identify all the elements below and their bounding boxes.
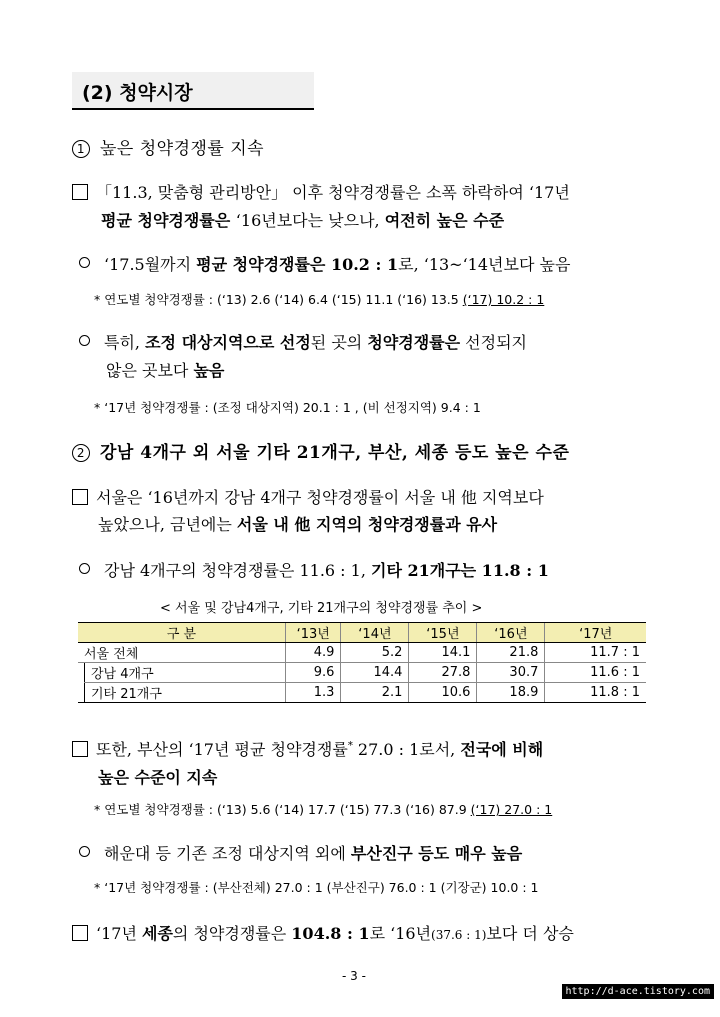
b2-line2-b: 높음: [193, 361, 225, 380]
b2-e: 선정되지: [460, 333, 528, 352]
table-cell: 10.6: [409, 683, 477, 703]
circle-bullet-icon: [79, 846, 90, 857]
asterisk-icon: *: [94, 400, 105, 415]
table-cell: 1.3: [285, 683, 340, 703]
table-cell: 11.6 : 1: [545, 663, 646, 683]
bullet-3: [79, 558, 549, 581]
paragraph-2-text: 서울은 ‘16년까지 강남 4개구 청약경쟁률이 서울 내 他 지역보다: [96, 488, 544, 507]
p3-b: 27.0 : 1로서,: [352, 740, 461, 759]
asterisk-icon: *: [94, 880, 105, 895]
table-row: [78, 683, 646, 703]
table-cell: 2.1: [341, 683, 409, 703]
note-4: [94, 878, 538, 896]
b1-bold: 평균 청약경쟁률은 10.2 : 1: [196, 255, 399, 274]
circle-bullet-icon: [79, 335, 90, 346]
table-row: [78, 643, 646, 663]
data-table: [78, 622, 646, 703]
watermark: http://d-ace.tistory.com: [562, 984, 715, 999]
row-label: 강남 4개구: [85, 663, 286, 683]
table-cell: 30.7: [477, 663, 545, 683]
table-cell: 11.7 : 1: [545, 643, 646, 663]
table-row: [78, 663, 646, 683]
paragraph-1-line1: [72, 180, 570, 203]
p4-bold2: 104.8 : 1: [291, 924, 370, 943]
section-title-box: [72, 72, 314, 110]
paragraph-3-line1: [72, 737, 543, 760]
note-3: [94, 800, 552, 818]
table-cell: 4.9: [285, 643, 340, 663]
heading-2: [72, 438, 569, 463]
heading-1-text: 높은 청약경쟁률 지속: [100, 139, 265, 159]
asterisk-icon: *: [94, 802, 105, 817]
b2-line2-a: 않은 곳보다: [106, 361, 194, 380]
p4-post: 로 ‘16년: [369, 924, 432, 943]
note-1: [94, 290, 544, 308]
table-cell: 11.8 : 1: [545, 683, 646, 703]
paragraph-4: [72, 921, 574, 944]
p4-pre: ‘17년: [96, 924, 142, 943]
p1-bold-c: 여전히 높은 수준: [384, 211, 505, 230]
table-cell: 27.8: [409, 663, 477, 683]
b2-c: 된 곳의: [310, 333, 368, 352]
table-caption: < 서울 및 강남4개구, 기타 21개구의 청약경쟁률 추이 >: [160, 601, 483, 616]
p2-bold: 서울 내 他 지역의 청약경쟁률과 유사: [236, 515, 498, 534]
b1-pre: ‘17.5월까지: [104, 255, 197, 274]
circle-bullet-icon: [79, 257, 90, 268]
row-label: 서울 전체: [78, 643, 285, 663]
paragraph-2-line1: [72, 485, 544, 508]
table-cell: 14.4: [341, 663, 409, 683]
header-2017: ‘17년: [545, 623, 646, 643]
header-2016: ‘16년: [477, 623, 545, 643]
circle-bullet-icon: [79, 563, 90, 574]
table-header-row: [78, 623, 646, 643]
p1-normal: ‘16년보다는 낮으나,: [235, 211, 385, 230]
square-bullet-icon: [72, 741, 88, 757]
note-3-underlined: (‘17) 27.0 : 1: [470, 802, 553, 817]
p1-bold-a: 평균 청약경쟁률은: [101, 211, 236, 230]
note-4-text: ‘17년 청약경쟁률 : (부산전체) 27.0 : 1 (부산진구) 76.0 : 1 (기장군) 10.0 : 1: [104, 880, 539, 895]
p4-bold1: 세종: [142, 924, 173, 943]
asterisk-icon: *: [94, 292, 105, 307]
p3-c: 전국에 비해: [460, 740, 544, 759]
table-cell: 21.8: [477, 643, 545, 663]
b4-bold: 부산진구 등도 매우 높음: [350, 844, 523, 863]
circled-number-2: 2: [72, 444, 90, 462]
row-label: 기타 21개구: [85, 683, 286, 703]
table-cell: 9.6: [285, 663, 340, 683]
square-bullet-icon: [72, 489, 88, 505]
note-1-underlined: (‘17) 10.2 : 1: [462, 292, 545, 307]
note-2-text: ‘17년 청약경쟁률 : (조정 대상지역) 20.1 : 1 , (비 선정지역) 9.4 : 1: [104, 400, 481, 415]
bullet-4: [79, 841, 522, 864]
header-2013: ‘13년: [285, 623, 340, 643]
b2-b: 조정 대상지역으로 선정: [145, 333, 311, 352]
header-2015: ‘15년: [409, 623, 477, 643]
note-2: [94, 398, 481, 416]
b2-d: 청약경쟁률은: [367, 333, 461, 352]
bullet-2-line2: [106, 358, 224, 381]
b2-a: 특히,: [104, 333, 146, 352]
note-3-text: 연도별 청약경쟁률 : (‘13) 5.6 (‘14) 17.7 (‘15) 77.3 (‘16) 87.9: [104, 802, 471, 817]
p2-normal: 높았으나, 금년에는: [98, 515, 237, 534]
p3-a: 또한, 부산의 ‘17년 평균 청약경쟁률: [96, 740, 348, 759]
heading-2-text: 강남 4개구 외 서울 기타 21개구, 부산, 세종 등도 높은 수준: [100, 443, 570, 463]
paragraph-2-line2: [98, 512, 497, 535]
note-1-text: 연도별 청약경쟁률 : (‘13) 2.6 (‘14) 6.4 (‘15) 11.1 (‘16) 13.5: [104, 292, 463, 307]
page-number: - 3 -: [342, 969, 366, 983]
circled-number-1: 1: [72, 140, 90, 158]
p4-mid: 의 청약경쟁률은: [172, 924, 292, 943]
paragraph-1-line2: [101, 208, 504, 231]
table-cell: 18.9: [477, 683, 545, 703]
square-bullet-icon: [72, 925, 88, 941]
b1-post: 로, ‘13~‘14년보다 높음: [398, 255, 571, 274]
paragraph-1-text: 「11.3, 맞춤형 관리방안」 이후 청약경쟁률은 소폭 하락하여 ‘17년: [96, 183, 570, 202]
paragraph-3-line2: 높은 수준이 지속: [98, 768, 218, 787]
section-title: (2) 청약시장: [82, 82, 193, 104]
table-cell: 14.1: [409, 643, 477, 663]
p4-end: 보다 더 상승: [486, 924, 574, 943]
heading-1: [72, 134, 264, 159]
b3-pre: 강남 4개구의 청약경쟁률은 11.6 : 1,: [104, 561, 371, 580]
bullet-2-line1: [79, 330, 527, 353]
table-cell: 5.2: [341, 643, 409, 663]
header-category: 구 분: [78, 623, 285, 643]
bullet-1: [79, 252, 570, 275]
square-bullet-icon: [72, 184, 88, 200]
p3-footnote-mark: *: [347, 740, 353, 752]
p4-small: (37.6 : 1): [431, 928, 487, 942]
b4-pre: 해운대 등 기존 조정 대상지역 외에: [104, 844, 351, 863]
header-2014: ‘14년: [341, 623, 409, 643]
b3-bold: 기타 21개구는 11.8 : 1: [371, 561, 549, 580]
